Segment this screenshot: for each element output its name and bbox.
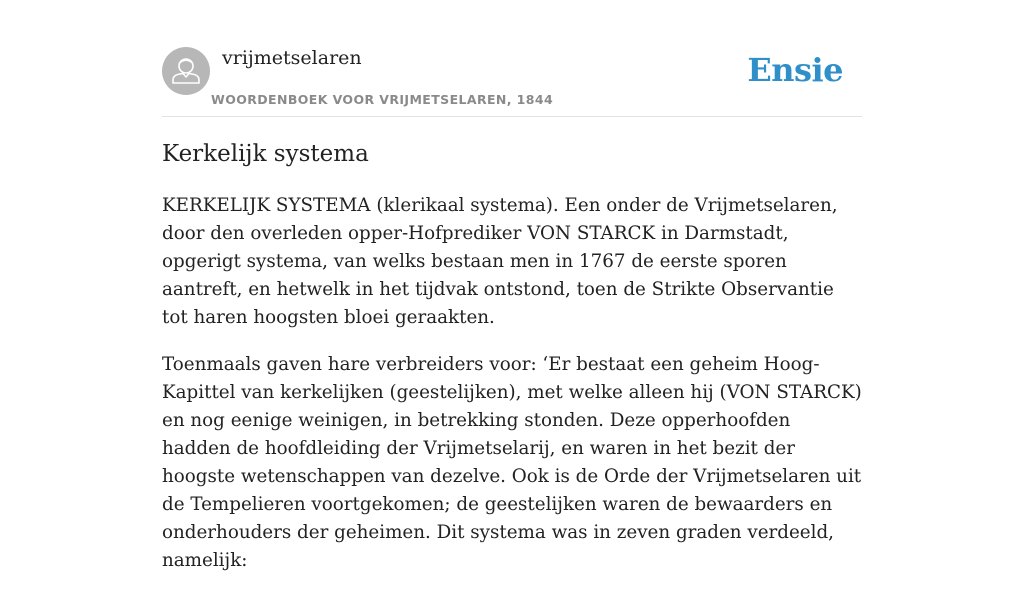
entry-body (162, 192, 864, 594)
entry-title: Kerkelijk systema (162, 141, 369, 167)
entry-header (162, 46, 862, 117)
brand-logo[interactable]: Ensie (747, 51, 843, 89)
avatar[interactable] (162, 47, 210, 95)
source-label: WOORDENBOEK VOOR VRIJMETSELAREN, 1844 (211, 92, 554, 107)
author-link[interactable]: vrijmetselaren (222, 47, 362, 69)
entry-paragraph-1: KERKELIJK SYSTEMA (klerikaal systema). Een onder de Vrijmetselaren, door den overleden opper-Hofprediker VON STARCK in Darmstadt, opgerigt systema, van welks bestaan men in 1767 de eerste sporen aantreft, en hetwelk in het tijdvak ontstond, toen de Strikte Observantie tot haren hoogsten bloei geraakten. (162, 195, 838, 328)
entry-paragraph-2: Toenmaals gaven hare verbreiders voor: ‘Er bestaat een geheim Hoog-Kapittel van kerkelijken (geestelijken), met welke alleen hij (VON STARCK) en nog eenige weinigen, in betrekking stonden. Deze opperhoofden hadden de hoofdleiding der Vrijmetselarij, en waren in het bezit der hoogste wetenschappen van dezelve. Ook is de Orde der Vrijmetselaren uit de Tempelieren voortgekomen; de geestelijken waren de bewaarders en onderhouders der geheimen. Dit systema was in zeven graden verdeeld, namelijk: (162, 354, 862, 571)
user-silhouette-icon (162, 47, 210, 95)
